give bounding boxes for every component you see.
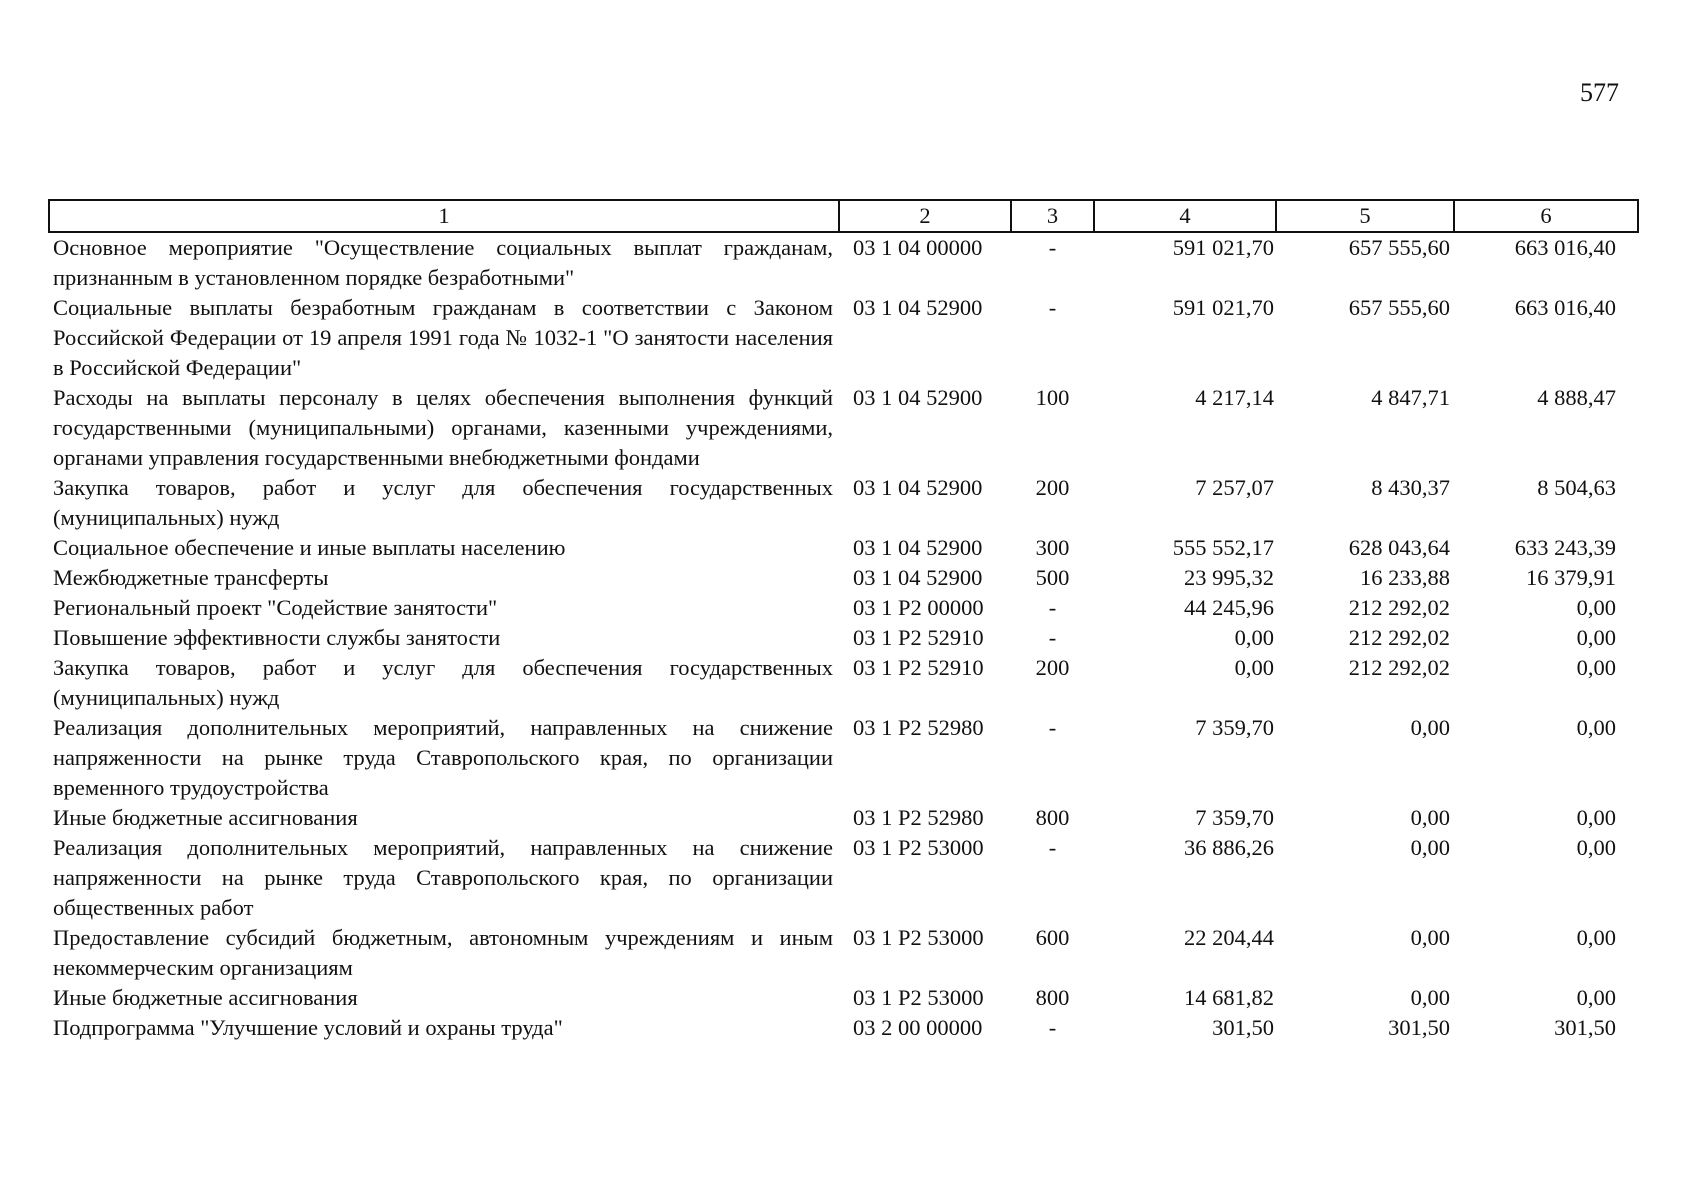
row-amount-col4-cell: 22 204,44	[1184, 925, 1274, 950]
row-amount-col5-cell: 0,00	[1410, 805, 1450, 830]
table-row	[49, 713, 1638, 803]
row-name-cell: Закупка товаров, работ и услуг для обеспечения государственных (муниципальных) нужд	[53, 655, 833, 710]
row-amount-col5-cell: 4 847,71	[1371, 385, 1450, 410]
table-row	[49, 533, 1638, 563]
column-header-2: 2	[839, 200, 1011, 232]
row-name-cell: Предоставление субсидий бюджетным, автономным учреждениям и иным некоммерческим организациям	[53, 925, 833, 980]
table-row	[49, 923, 1638, 983]
row-expense-type-cell: 300	[1035, 535, 1070, 560]
row-code-cell: 03 1 P2 52980	[853, 805, 984, 830]
row-expense-type-cell: 600	[1035, 925, 1070, 950]
row-expense-type-cell: 500	[1035, 565, 1070, 590]
row-amount-col6-cell: 0,00	[1576, 625, 1616, 650]
table-row	[49, 653, 1638, 713]
table-row	[49, 563, 1638, 593]
column-header-3: 3	[1011, 200, 1094, 232]
row-amount-col6-cell: 633 243,39	[1514, 535, 1616, 560]
row-name-cell: Межбюджетные трансферты	[53, 565, 329, 590]
row-code-cell: 03 1 P2 53000	[853, 985, 984, 1010]
row-name-cell: Иные бюджетные ассигнования	[53, 805, 358, 830]
row-name-cell: Реализация дополнительных мероприятий, направленных на снижение напряженности на рынке труда Ставропольского края, по организации общественных работ	[53, 835, 833, 920]
row-code-cell: 03 1 04 00000	[853, 235, 983, 260]
row-expense-type-cell: -	[1048, 235, 1057, 260]
table-row	[49, 803, 1638, 833]
row-amount-col6-cell: 16 379,91	[1526, 565, 1616, 590]
table-header-row	[49, 200, 1638, 232]
row-amount-col5-cell: 657 555,60	[1348, 235, 1450, 260]
row-amount-col5-cell: 0,00	[1410, 835, 1450, 860]
row-amount-col4-cell: 23 995,32	[1184, 565, 1274, 590]
table-row	[49, 293, 1638, 383]
column-header-5: 5	[1276, 200, 1454, 232]
row-amount-col6-cell: 0,00	[1576, 835, 1616, 860]
row-amount-col5-cell: 212 292,02	[1348, 655, 1450, 680]
row-expense-type-cell: 200	[1035, 655, 1070, 680]
row-name-cell: Подпрограмма "Улучшение условий и охраны труда"	[53, 1015, 563, 1040]
row-name-cell: Расходы на выплаты персоналу в целях обеспечения выполнения функций государственными (муниципальными) органами, казенными учреждениями, органами управления государственными внебюджетными фондами	[53, 385, 833, 470]
row-amount-col4-cell: 7 359,70	[1195, 805, 1274, 830]
row-amount-col5-cell: 212 292,02	[1348, 595, 1450, 620]
row-code-cell: 03 1 04 52900	[853, 565, 983, 590]
column-header-6: 6	[1454, 200, 1638, 232]
row-amount-col4-cell: 4 217,14	[1195, 385, 1274, 410]
table-row	[49, 833, 1638, 923]
row-expense-type-cell: -	[1048, 295, 1057, 320]
row-amount-col6-cell: 0,00	[1576, 715, 1616, 740]
row-amount-col4-cell: 591 021,70	[1172, 235, 1274, 260]
row-amount-col5-cell: 301,50	[1388, 1015, 1450, 1040]
row-name-cell: Иные бюджетные ассигнования	[53, 985, 358, 1010]
row-amount-col6-cell: 663 016,40	[1514, 235, 1616, 260]
table-row	[49, 232, 1638, 293]
row-amount-col4-cell: 555 552,17	[1172, 535, 1274, 560]
table-body	[49, 232, 1638, 1043]
row-amount-col4-cell: 301,50	[1212, 1015, 1274, 1040]
table-row	[49, 383, 1638, 473]
row-amount-col5-cell: 16 233,88	[1360, 565, 1450, 590]
table-row	[49, 1013, 1638, 1043]
row-amount-col6-cell: 8 504,63	[1537, 475, 1616, 500]
column-header-1: 1	[49, 200, 839, 232]
budget-table	[48, 199, 1639, 1043]
row-amount-col5-cell: 657 555,60	[1348, 295, 1450, 320]
row-name-cell: Реализация дополнительных мероприятий, направленных на снижение напряженности на рынке труда Ставропольского края, по организации временного трудоустройства	[53, 715, 833, 800]
row-code-cell: 03 1 P2 52910	[853, 655, 984, 680]
row-amount-col5-cell: 0,00	[1410, 925, 1450, 950]
row-name-cell: Социальные выплаты безработным гражданам в соответствии с Законом Российской Федерации от 19 апреля 1991 года № 1032-1 "О занятости населения в Российской Федерации"	[53, 295, 833, 380]
row-code-cell: 03 1 P2 00000	[853, 595, 984, 620]
row-amount-col6-cell: 0,00	[1576, 985, 1616, 1010]
row-code-cell: 03 1 P2 53000	[853, 925, 984, 950]
row-expense-type-cell: 100	[1035, 385, 1070, 410]
row-code-cell: 03 1 04 52900	[853, 295, 983, 320]
row-amount-col5-cell: 628 043,64	[1348, 535, 1450, 560]
row-amount-col4-cell: 7 257,07	[1195, 475, 1274, 500]
row-amount-col4-cell: 0,00	[1234, 625, 1274, 650]
row-name-cell: Повышение эффективности службы занятости	[53, 625, 501, 650]
row-code-cell: 03 1 04 52900	[853, 475, 983, 500]
row-amount-col4-cell: 14 681,82	[1184, 985, 1274, 1010]
row-expense-type-cell: -	[1048, 1015, 1057, 1040]
row-amount-col4-cell: 44 245,96	[1184, 595, 1274, 620]
row-amount-col4-cell: 7 359,70	[1195, 715, 1274, 740]
row-amount-col4-cell: 591 021,70	[1172, 295, 1274, 320]
row-amount-col4-cell: 36 886,26	[1184, 835, 1274, 860]
row-code-cell: 03 1 04 52900	[853, 385, 983, 410]
row-expense-type-cell: -	[1048, 715, 1057, 740]
row-amount-col6-cell: 0,00	[1576, 925, 1616, 950]
row-amount-col5-cell: 212 292,02	[1348, 625, 1450, 650]
row-expense-type-cell: -	[1048, 625, 1057, 650]
row-name-cell: Основное мероприятие "Осуществление социальных выплат гражданам, признанным в установленном порядке безработными"	[53, 235, 833, 290]
row-code-cell: 03 1 P2 52910	[853, 625, 984, 650]
row-amount-col6-cell: 663 016,40	[1514, 295, 1616, 320]
row-expense-type-cell: -	[1048, 595, 1057, 620]
row-amount-col6-cell: 0,00	[1576, 805, 1616, 830]
row-amount-col5-cell: 0,00	[1410, 985, 1450, 1010]
row-amount-col5-cell: 8 430,37	[1371, 475, 1450, 500]
page-number: 577	[1580, 78, 1619, 107]
row-amount-col6-cell: 0,00	[1576, 655, 1616, 680]
row-amount-col4-cell: 0,00	[1234, 655, 1274, 680]
row-code-cell: 03 1 P2 52980	[853, 715, 984, 740]
row-name-cell: Закупка товаров, работ и услуг для обеспечения государственных (муниципальных) нужд	[53, 475, 833, 530]
row-expense-type-cell: 800	[1035, 985, 1070, 1010]
row-amount-col6-cell: 301,50	[1554, 1015, 1616, 1040]
row-expense-type-cell: 800	[1035, 805, 1070, 830]
row-name-cell: Региональный проект "Содействие занятости"	[53, 595, 498, 620]
table-row	[49, 593, 1638, 623]
row-code-cell: 03 1 04 52900	[853, 535, 983, 560]
row-amount-col6-cell: 0,00	[1576, 595, 1616, 620]
row-code-cell: 03 1 P2 53000	[853, 835, 984, 860]
row-expense-type-cell: 200	[1035, 475, 1070, 500]
row-amount-col6-cell: 4 888,47	[1537, 385, 1616, 410]
table-row	[49, 983, 1638, 1013]
row-name-cell: Социальное обеспечение и иные выплаты населению	[53, 535, 566, 560]
row-amount-col5-cell: 0,00	[1410, 715, 1450, 740]
row-code-cell: 03 2 00 00000	[853, 1015, 983, 1040]
table-row	[49, 623, 1638, 653]
table-row	[49, 473, 1638, 533]
column-header-4: 4	[1094, 200, 1276, 232]
row-expense-type-cell: -	[1048, 835, 1057, 860]
